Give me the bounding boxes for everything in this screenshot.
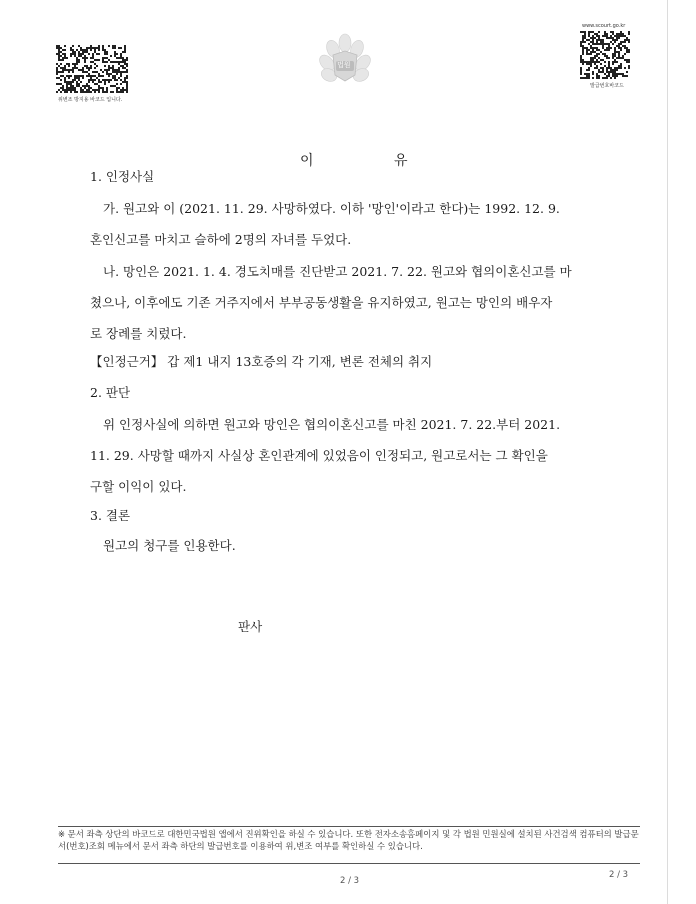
text-line-12: 3. 결론 (90, 508, 131, 523)
page-number-right: 2 / 3 (609, 870, 629, 880)
text-line-1: 1. 인정사실 (90, 169, 155, 184)
left-2d-barcode (56, 45, 128, 93)
text-line-6: 로 장례를 치렀다. (90, 326, 187, 341)
text-line-10: 11. 29. 사망할 때까지 사실상 혼인관계에 있었음이 인정되고, 원고로서는 그 확인을 (90, 448, 548, 463)
text-line-14: 판사 (238, 619, 263, 634)
section-title: 이 유 (300, 153, 446, 169)
page-number-center: 2 / 3 (340, 876, 360, 886)
page-edge-line (667, 0, 668, 904)
emblem-text: 법원 (337, 61, 351, 69)
text-line-8: 2. 판단 (90, 385, 131, 400)
court-url: www.scourt.go.kr (582, 23, 626, 29)
left-barcode-caption: 위변조 방지용 바코드 입니다. (58, 97, 123, 103)
text-line-13: 원고의 청구를 인용한다. (103, 538, 236, 553)
footer-notice-box (58, 826, 640, 864)
right-2d-barcode (580, 31, 630, 79)
text-line-7: 【인정근거】 갑 제1 내지 13호증의 각 기재, 변론 전체의 취지 (90, 354, 433, 369)
text-line-5: 쳤으나, 이후에도 기존 거주지에서 부부공동생활을 유지하였고, 원고는 망인의 배우자 (90, 295, 553, 310)
text-line-11: 구할 이익이 있다. (90, 479, 187, 494)
text-line-4: 나. 망인은 2021. 1. 4. 경도치매를 진단받고 2021. 7. 22. 원고와 협의이혼신고를 마 (103, 264, 572, 279)
text-line-9: 위 인정사실에 의하면 원고와 망인은 협의이혼신고를 마친 2021. 7. 22.부터 2021. (103, 417, 561, 432)
text-line-3: 혼인신고를 마치고 슬하에 2명의 자녀를 두었다. (90, 232, 352, 247)
footer-notice: ※ 문서 좌측 상단의 바코드로 대한민국법원 앱에서 진위확인을 하실 수 있습니다. 또한 전자소송홈페이지 및 각 법원 민원실에 설치된 사건검색 컴퓨터의 발급문서(번호)조회 메뉴에서 문서 좌측 하단의 발급번호를 이용하여 위,변조 여부를 확인하실 수 있습니다. (58, 829, 639, 851)
text-line-2: 가. 원고와 이 (2021. 11. 29. 사망하였다. 이하 '망인'이라고 한다)는 1992. 12. 9. (103, 201, 560, 216)
court-emblem-icon (305, 33, 385, 89)
right-barcode-caption: 발급번호바코드 (590, 83, 624, 89)
